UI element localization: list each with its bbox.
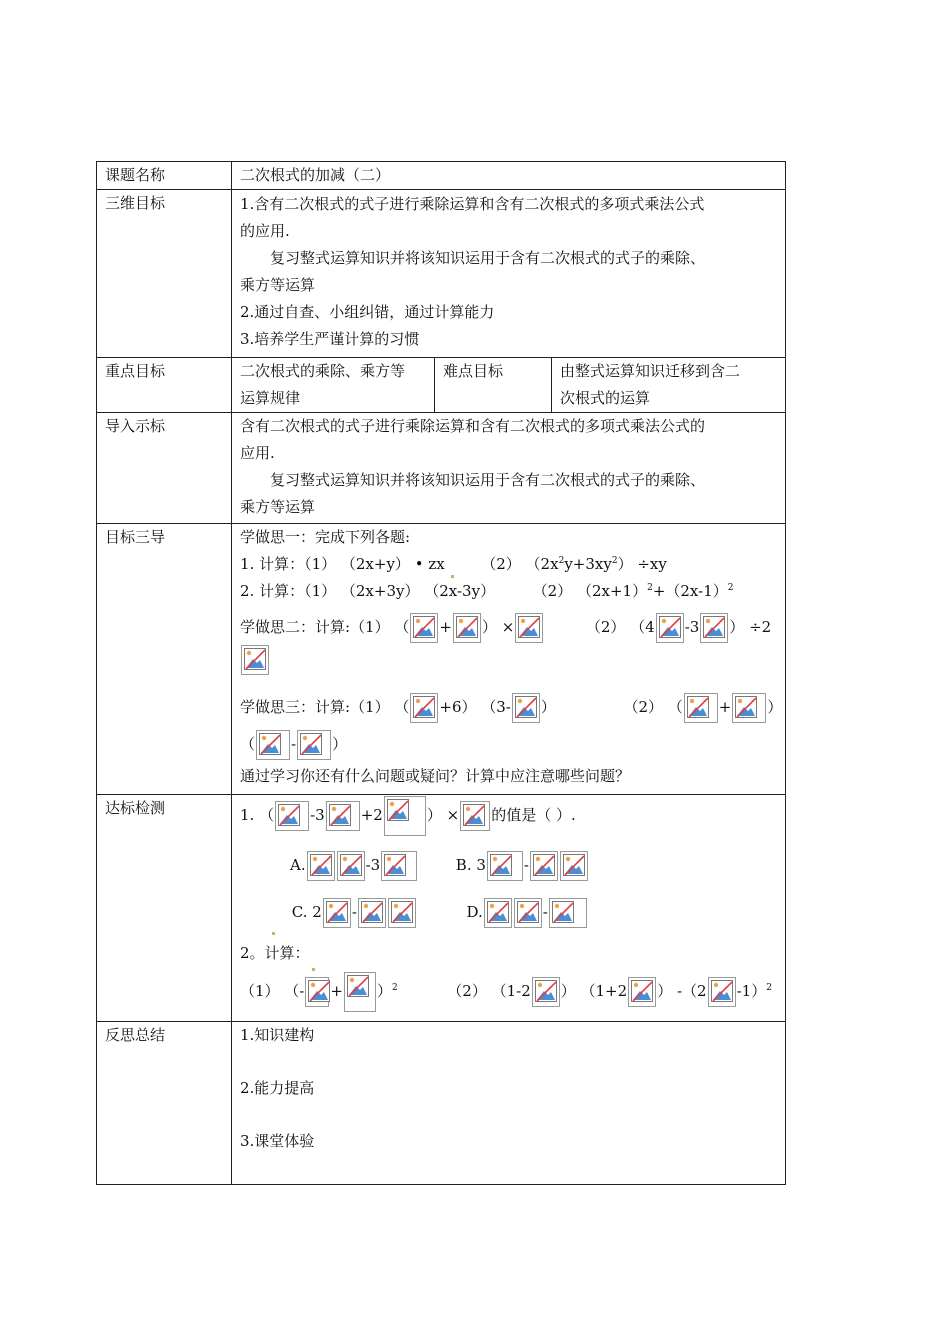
test-options-ab <box>240 841 777 889</box>
formula-image-icon <box>484 898 512 928</box>
label-topic: 课题名称 <box>97 162 232 190</box>
formula-image-icon <box>732 693 766 723</box>
q1-part: 1. （ <box>240 806 275 824</box>
reflect-item: 2.能力提高 <box>240 1079 315 1097</box>
formula-image-icon <box>256 730 290 760</box>
calc1-part: （2） （2x <box>481 555 559 573</box>
formula-image-icon <box>275 801 309 831</box>
think2-part: ） ÷2 <box>729 618 772 636</box>
q2-part: + <box>330 982 343 1000</box>
calc1-part: ） ÷xy <box>617 555 667 573</box>
formula-image-icon <box>656 613 684 643</box>
formula-image-icon <box>700 613 728 643</box>
goal-line: 2.通过自查、小组纠错，通过计算能力 <box>240 303 495 321</box>
option-c-label: C. 2 <box>291 903 322 921</box>
think2-part: -3 <box>684 618 700 636</box>
formula-image-icon <box>337 851 365 881</box>
row-intro <box>97 413 786 524</box>
question-line: 通过学习你还有什么问题或疑问？计算中应注意哪些问题？ <box>240 767 631 785</box>
q1-part: -3 <box>310 806 325 824</box>
q2-sup: 2 <box>766 983 772 993</box>
think3-part: （ <box>240 735 256 753</box>
calc1-part: y+3xy <box>564 555 612 573</box>
think3-part: - <box>291 735 297 753</box>
label-key: 重点目标 <box>97 358 232 413</box>
intro-line: 应用. <box>240 444 275 462</box>
formula-image-icon <box>512 693 540 723</box>
think3-part: 学做思三：计算:（1） （ <box>240 698 410 716</box>
formula-image-icon <box>307 851 335 881</box>
test-q1 <box>240 795 777 841</box>
option-c-part: - <box>351 903 357 921</box>
q2-sup: 2 <box>391 983 398 993</box>
formula-image-icon <box>381 851 417 881</box>
think2-part: ） × <box>481 618 515 636</box>
difficult-line: 由整式运算知识迁移到含二 <box>560 362 741 380</box>
row-key <box>97 358 786 413</box>
q2-part: ） （1+2 <box>560 982 628 1000</box>
row-goals <box>97 190 786 358</box>
think2-line <box>240 609 777 645</box>
intro-line: 复习整式运算知识并将该知识运用于含有二次根式的式子的乘除、 <box>270 471 706 489</box>
q1-part: 的值是（ ）. <box>491 806 576 824</box>
topic-value: 二次根式的加减（二） <box>232 162 786 190</box>
goal-line: 1.含有二次根式的式子进行乘除运算和含有二次根式的多项式乘法公式 <box>240 195 705 213</box>
label-difficult: 难点目标 <box>435 358 552 413</box>
goals-content <box>232 190 786 358</box>
intro-content <box>232 413 786 524</box>
formula-image-icon <box>708 977 736 1007</box>
option-a-label: A. <box>290 856 306 874</box>
difficult-value <box>552 358 786 413</box>
test-content <box>232 795 786 1022</box>
q1-part: ） × <box>426 806 460 824</box>
formula-image-icon <box>410 693 438 723</box>
formula-image-icon <box>628 977 656 1007</box>
formula-image-icon <box>388 898 416 928</box>
formula-image-icon <box>684 693 718 723</box>
think2-part: （2） （4 <box>585 618 655 636</box>
option-b-label: B. 3 <box>455 856 486 874</box>
key-line: 二次根式的乘除、乘方等 <box>240 362 406 380</box>
option-d-label: D. <box>466 903 483 921</box>
think3-part: （2） （ <box>623 698 683 716</box>
label-intro: 导入示标 <box>97 413 232 524</box>
q1-part: +2 <box>360 806 383 824</box>
row-topic <box>97 162 786 190</box>
option-a-part: -3 <box>365 856 381 874</box>
formula-image-icon <box>358 898 386 928</box>
q2-part: ） <box>376 982 392 1000</box>
formula-image-icon <box>532 977 560 1007</box>
calc2-part: （2） （2x+1） <box>532 582 648 600</box>
goal-line: 的应用. <box>240 222 290 240</box>
formula-image-icon <box>297 730 331 760</box>
formula-image-icon <box>305 977 329 1007</box>
q2-part: （2） （1-2 <box>447 982 531 1000</box>
formula-image-icon <box>241 645 269 675</box>
think3-part: ） <box>767 698 783 716</box>
key-line: 运算规律 <box>240 389 301 407</box>
reflect-item: 3.课堂体验 <box>240 1132 315 1150</box>
test-q2 <box>240 971 777 1015</box>
formula-image-icon <box>487 851 523 881</box>
formula-image-icon <box>384 796 426 836</box>
key-value <box>232 358 435 413</box>
think3-part: + <box>718 698 732 716</box>
row-guide <box>97 524 786 795</box>
reflect-content <box>232 1022 786 1185</box>
formula-image-icon <box>549 898 587 928</box>
label-test: 达标检测 <box>97 795 232 1022</box>
label-guide: 目标三导 <box>97 524 232 795</box>
think3-part: +6） （3- <box>439 698 511 716</box>
formula-image-icon <box>515 613 543 643</box>
think3-continued <box>240 725 777 763</box>
row-reflect <box>97 1022 786 1185</box>
formula-image-icon <box>344 972 376 1012</box>
option-b-part: - <box>523 856 529 874</box>
think2-continued <box>240 645 777 689</box>
calc2-part: +（2x-1） <box>652 582 728 600</box>
formula-image-icon <box>326 801 360 831</box>
think3-part: ） <box>332 735 348 753</box>
guide-content <box>232 524 786 795</box>
calc1-line: 1. 计算：（1） （2x+y） • zx （2） $(2x^2y+3xy^2) \div xy$ <box>240 551 777 578</box>
think3-line <box>240 689 783 725</box>
formula-image-icon <box>514 898 542 928</box>
goal-line: 复习整式运算知识并将该知识运用于含有二次根式的式子的乘除、 <box>270 249 706 267</box>
label-reflect: 反思总结 <box>97 1022 232 1185</box>
option-d-part: - <box>542 903 548 921</box>
think1-title: 学做思一：完成下列各题: <box>240 528 411 546</box>
difficult-line: 次根式的运算 <box>560 389 651 407</box>
q2-part: （1） （- <box>240 982 305 1000</box>
intro-line: 含有二次根式的式子进行乘除运算和含有二次根式的多项式乘法公式的 <box>240 417 706 435</box>
test-q2-title <box>240 935 777 971</box>
intro-line: 乘方等运算 <box>240 498 316 516</box>
calc2-sup: 2 <box>727 583 734 593</box>
calc2-line <box>240 578 777 605</box>
formula-image-icon <box>453 613 481 643</box>
goal-line: 3.培养学生严谨计算的习惯 <box>240 330 420 348</box>
calc2-sup: 2 <box>647 583 653 593</box>
q2-part: -1） <box>736 982 767 1000</box>
formula-image-icon <box>460 801 490 831</box>
test-options-cd <box>240 889 777 935</box>
formula-image-icon <box>530 851 558 881</box>
calc1-part: 1. 计算：（1） （2x+y） • zx <box>240 555 445 573</box>
think2-part: 学做思二：计算:（1） （ <box>240 618 410 636</box>
row-test <box>97 795 786 1022</box>
goal-line: 乘方等运算 <box>240 276 316 294</box>
formula-image-icon <box>410 613 438 643</box>
label-goals: 三维目标 <box>97 190 232 358</box>
think3-part: ） <box>540 698 556 716</box>
formula-image-icon <box>560 851 588 881</box>
q2-title-text: 2。计算： <box>240 944 310 962</box>
lesson-table <box>96 161 786 1185</box>
calc2-part: 2. 计算：（1） （2x+3y） （2x-3y） <box>240 582 496 600</box>
q2-part: ） -（2 <box>657 982 707 1000</box>
formula-image-icon <box>323 898 351 928</box>
think2-part: + <box>439 618 452 636</box>
reflect-item: 1.知识建构 <box>240 1026 315 1044</box>
